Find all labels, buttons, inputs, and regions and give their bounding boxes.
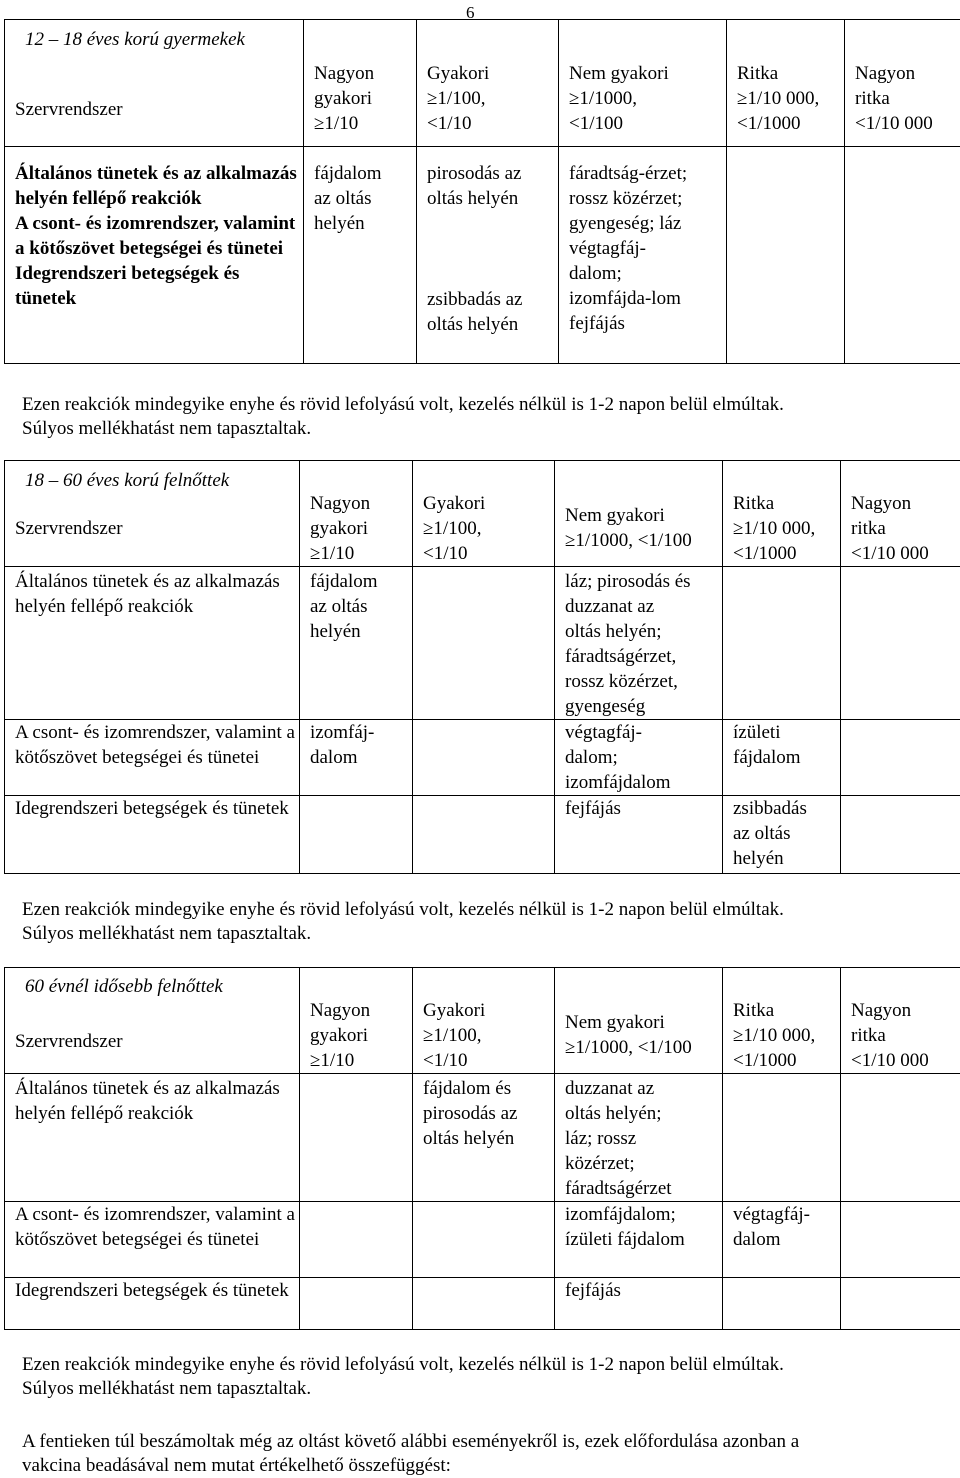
section-note xyxy=(22,393,784,441)
uncommon-musculoskeletal: végtagfáj- dalom; izomfájdalom xyxy=(565,722,671,793)
header-very-rare: Nagyon ritka <1/10 000 xyxy=(851,493,929,564)
note-line: Súlyos mellékhatást nem tapasztaltak. xyxy=(22,418,312,439)
header-system: Szervrendszer xyxy=(15,518,123,539)
header-uncommon: Nem gyakori ≥1/1000, <1/100 xyxy=(569,62,669,134)
system-class-musculoskeletal: A csont- és izomrendszer, valamint a kötőszövet betegségei és tünetei xyxy=(5,1202,300,1278)
uncommon-general: fáradtság-érzet; rossz közérzet; gyengeség; láz xyxy=(569,163,688,234)
system-class-general: Általános tünetek és az alkalmazás helyén fellépő reakciók xyxy=(15,163,297,209)
common-general: pirosodás az oltás helyén xyxy=(427,163,522,209)
header-uncommon: Nem gyakori ≥1/1000, <1/100 xyxy=(565,1012,692,1058)
final-paragraph xyxy=(22,1430,799,1478)
header-system: Szervrendszer xyxy=(15,99,123,120)
header-common: Gyakori ≥1/100, <1/10 xyxy=(427,62,490,134)
uncommon-nervous: fejfájás xyxy=(565,798,621,819)
section-header-cell xyxy=(5,20,304,147)
uncommon-musculoskeletal: végtagfáj- dalom; izomfájda-lom xyxy=(569,238,681,309)
common-nervous: zsibbadás az oltás helyén xyxy=(427,289,523,335)
section-note xyxy=(22,898,784,946)
section-header-cell xyxy=(5,461,300,567)
header-rare: Ritka ≥1/10 000, <1/1000 xyxy=(733,1000,816,1071)
system-class-nervous: Idegrendszeri betegségek és tünetek xyxy=(15,263,240,309)
header-very-common: Nagyon gyakori ≥1/10 xyxy=(310,1000,371,1071)
note-line: Súlyos mellékhatást nem tapasztaltak. xyxy=(22,1378,312,1399)
adverse-reactions-table-adults xyxy=(4,460,960,874)
uncommon-general: láz; pirosodás és duzzanat az oltás helyén; fáradtságérzet, rossz közérzet, gyengeség xyxy=(565,571,691,717)
note-line: Súlyos mellékhatást nem tapasztaltak. xyxy=(22,923,312,944)
uncommon-general: duzzanat az oltás helyén; láz; rossz közérzet; fáradtságérzet xyxy=(565,1078,672,1199)
system-class-musculoskeletal: A csont- és izomrendszer, valamint a kötőszövet betegségei és tünetei xyxy=(15,213,296,259)
header-system: Szervrendszer xyxy=(15,1031,123,1052)
uncommon-nervous: fejfájás xyxy=(569,313,625,334)
header-rare: Ritka ≥1/10 000, <1/1000 xyxy=(737,62,820,134)
header-common: Gyakori ≥1/100, <1/10 xyxy=(423,1000,486,1071)
page-number: 6 xyxy=(466,3,475,22)
header-uncommon: Nem gyakori ≥1/1000, <1/100 xyxy=(565,505,692,551)
section-header-cell xyxy=(5,968,300,1074)
adverse-reactions-table-children xyxy=(4,19,960,364)
paragraph-line: vakcina beadásával nem mutat értékelhető összefüggést: xyxy=(22,1455,451,1476)
header-very-common: Nagyon gyakori ≥1/10 xyxy=(314,62,375,134)
system-class-nervous: Idegrendszeri betegségek és tünetek xyxy=(5,1278,300,1330)
note-line: Ezen reakciók mindegyike enyhe és rövid lefolyású volt, kezelés nélkül is 1-2 napon belül elmúltak. xyxy=(22,1354,784,1375)
rare-nervous: zsibbadás az oltás helyén xyxy=(733,798,807,869)
rare-musculoskeletal: ízületi fájdalom xyxy=(733,722,801,768)
common-general: fájdalom és pirosodás az oltás helyén xyxy=(423,1078,518,1149)
header-rare: Ritka ≥1/10 000, <1/1000 xyxy=(733,493,816,564)
header-very-rare: Nagyon ritka <1/10 000 xyxy=(851,1000,929,1071)
note-line: Ezen reakciók mindegyike enyhe és rövid lefolyású volt, kezelés nélkül is 1-2 napon belül elmúltak. xyxy=(22,394,784,415)
very-common-musculoskeletal: izomfáj- dalom xyxy=(310,722,375,768)
system-class-general: Általános tünetek és az alkalmazás helyén fellépő reakciók xyxy=(5,567,300,720)
section-note xyxy=(22,1353,784,1401)
adverse-reactions-table-elderly xyxy=(4,967,960,1330)
header-very-common: Nagyon gyakori ≥1/10 xyxy=(310,493,371,564)
very-common-general: fájdalom az oltás helyén xyxy=(314,163,382,234)
uncommon-musculoskeletal: izomfájdalom; ízületi fájdalom xyxy=(565,1204,685,1250)
paragraph-line: A fentieken túl beszámoltak még az oltást követő alábbi eseményekről is, ezek előfordulása azonban a xyxy=(22,1431,800,1452)
section-title: 18 – 60 éves korú felnőttek xyxy=(25,470,230,491)
very-common-general: fájdalom az oltás helyén xyxy=(310,571,378,642)
note-line: Ezen reakciók mindegyike enyhe és rövid lefolyású volt, kezelés nélkül is 1-2 napon belül elmúltak. xyxy=(22,899,784,920)
uncommon-nervous: fejfájás xyxy=(565,1280,621,1301)
system-class-musculoskeletal: A csont- és izomrendszer, valamint a kötőszövet betegségei és tünetei xyxy=(5,720,300,796)
header-common: Gyakori ≥1/100, <1/10 xyxy=(423,493,486,564)
section-title: 12 – 18 éves korú gyermekek xyxy=(25,29,245,50)
system-class-general: Általános tünetek és az alkalmazás helyén fellépő reakciók xyxy=(5,1074,300,1202)
system-class-nervous: Idegrendszeri betegségek és tünetek xyxy=(5,796,300,874)
header-very-rare: Nagyon ritka <1/10 000 xyxy=(855,62,933,134)
rare-musculoskeletal: végtagfáj- dalom xyxy=(733,1204,811,1250)
section-title: 60 évnél idősebb felnőttek xyxy=(25,976,223,997)
